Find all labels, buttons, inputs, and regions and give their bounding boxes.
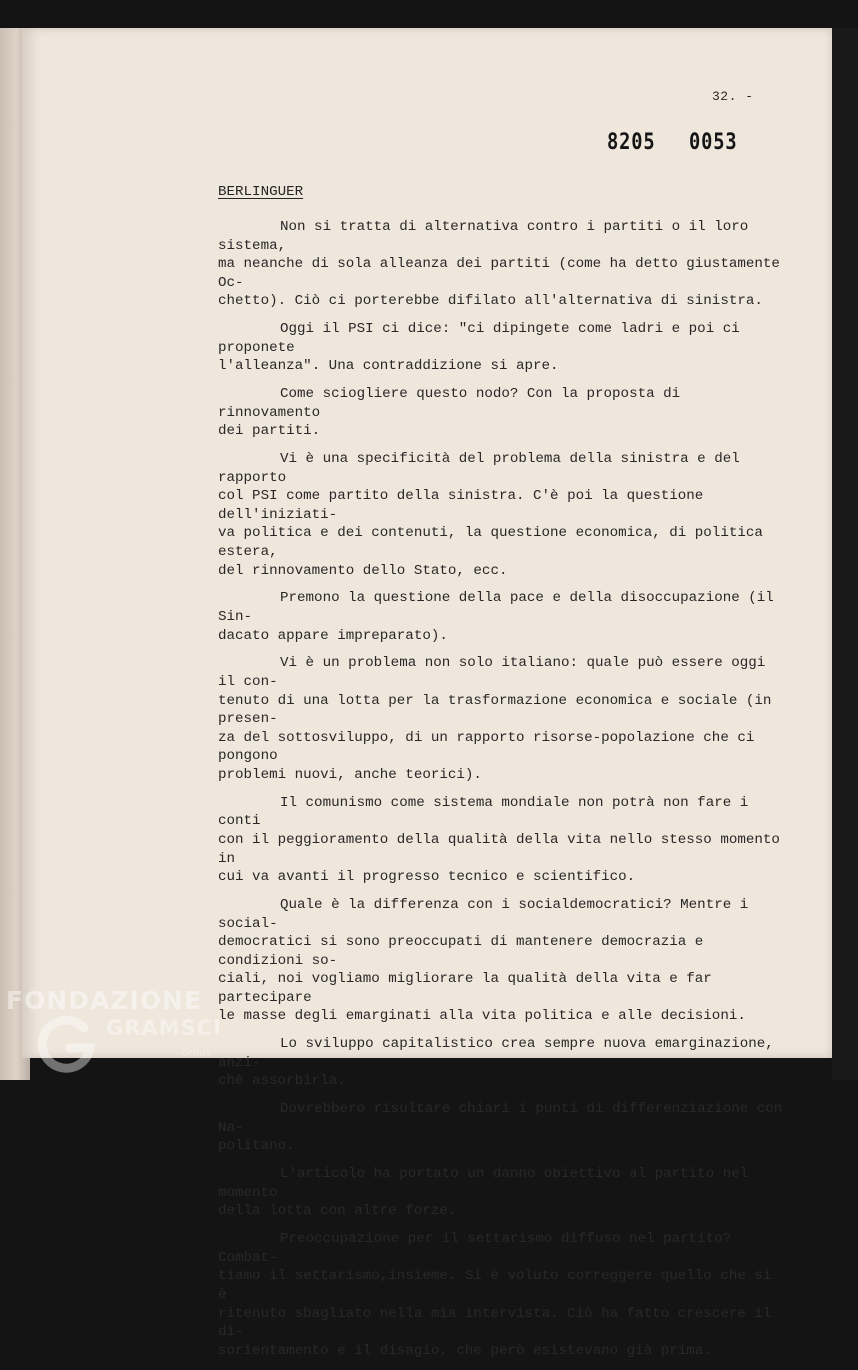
watermark-line3: onlus [182, 1046, 212, 1059]
document-body [218, 218, 788, 1370]
watermark-line1: FONDAZIONE [6, 986, 203, 1015]
paragraph: Lo sviluppo capitalistico crea sempre nuova emarginazione, anzi- chè assorbirla. [218, 1036, 774, 1090]
paragraph: Vi è un problema non solo italiano: quale può essere oggi il con- tenuto di una lotta per la trasformazione economica e sociale (in presen- za del sottosviluppo, di un rapporto risorse-popolazione che ci pongono problemi nuovi, anche teorici). [218, 655, 772, 783]
paragraph: Vi è una specificità del problema della sinistra e del rapporto col PSI come partito della sinistra. C'è poi la questione dell'iniziati- va politica e dei contenuti, la questione economica, di politica estera, del rinnovamento dello Stato, ecc. [218, 451, 763, 579]
archive-stamp-left: 8205 [607, 130, 656, 155]
g-logo-icon [36, 1012, 98, 1074]
paragraph: Quale è la differenza con i socialdemocratici? Mentre i social- democratici si sono preoccupati di mantenere democrazia e condizioni so- ciali, noi vogliamo migliorare la qualità della vita e far partecipare le masse degli emarginati alla vita politica e alle decisioni. [218, 896, 749, 1025]
paragraph: Preoccupazione per il settarismo diffuso nel partito? Combat- tiamo il settarismo,insieme. Si è voluto correggere quello che si è ritenuto sbagliato nella mia intervista. Ciò ha fatto crescere il di- sorientamento e il disagio, che però esistevano già prima. [218, 1231, 772, 1359]
archive-stamp-right: 0053 [689, 130, 738, 155]
paragraph: L'articolo ha portato un danno obiettivo al partito nel momento della lotta con altre forze. [218, 1166, 749, 1220]
paragraph: Il comunismo come sistema mondiale non potrà non fare i conti con il peggioramento della qualità della vita nello stesso momento in cui va avanti il progresso tecnico e scientifico. [218, 794, 780, 886]
speaker-heading: BERLINGUER [218, 184, 304, 200]
paragraph: Dovrebbero risultare chiari i punti di differenziazione con Na- politano. [218, 1101, 783, 1155]
paragraph: Oggi il PSI ci dice: "ci dipingete come ladri e poi ci proponete l'alleanza". Una contraddizione si apre. [218, 321, 740, 375]
watermark-line2: GRAMSCI [106, 1016, 222, 1040]
fondazione-gramsci-watermark [6, 986, 236, 1076]
paragraph: Non si tratta di alternativa contro i partiti o il loro sistema, ma neanche di sola alleanza dei partiti (come ha detto giustamente Oc- chetto). Ciò ci porterebbe difilato all'alternativa di sinistra. [218, 219, 780, 310]
paragraph: Come sciogliere questo nodo? Con la proposta di rinnovamento dei partiti. [218, 386, 681, 440]
paragraph: Premono la questione della pace e della disoccupazione (il Sin- dacato appare impreparato). [218, 590, 774, 644]
page-number: 32. - [712, 89, 754, 104]
right-page-edge [832, 28, 858, 1080]
